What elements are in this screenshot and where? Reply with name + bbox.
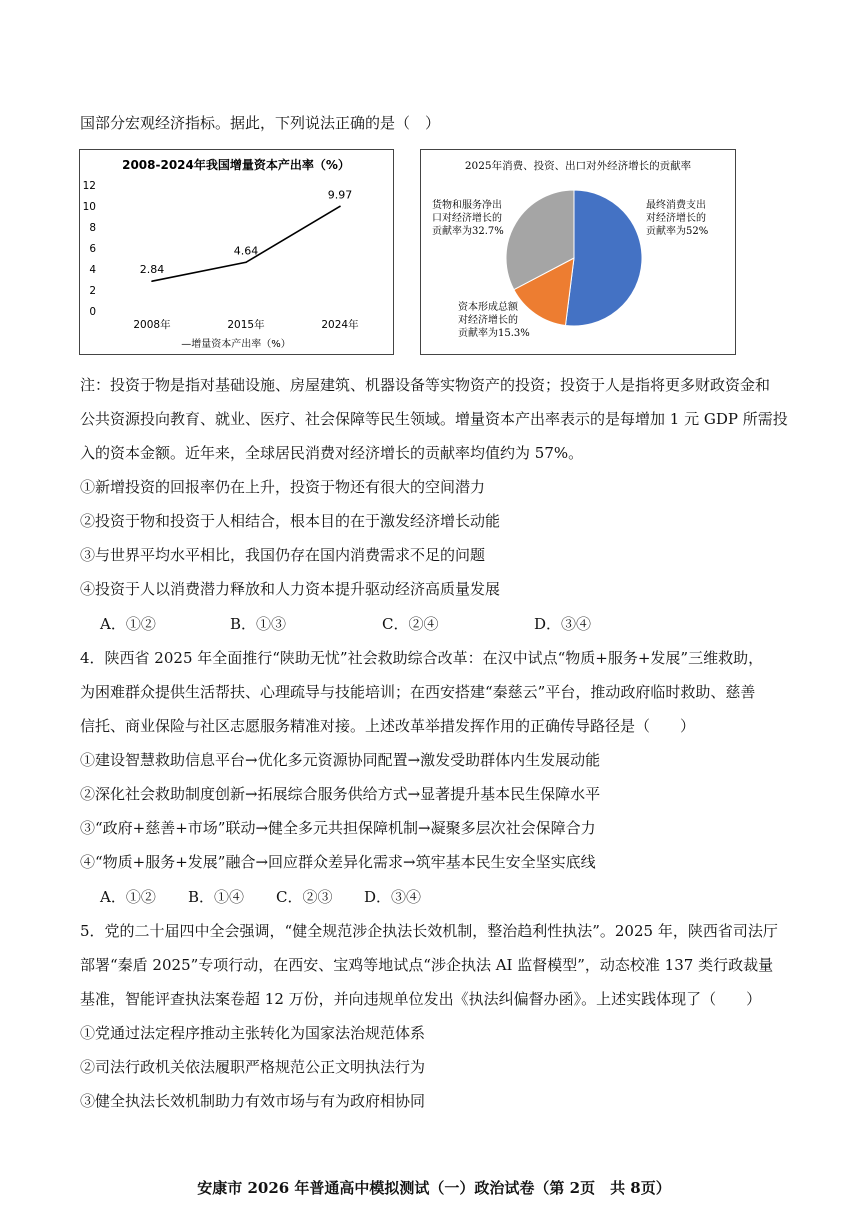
q4-item-4: ④“物质+服务+发展”融合→回应群众差异化需求→筑牢基本民生安全坚实底线	[80, 853, 596, 871]
pie-slice-label: 对经济增长的	[458, 315, 518, 326]
q3-option-b[interactable]: B．①③	[230, 615, 287, 633]
note-line-3: 入的资本金额。近年来，全球居民消费对经济增长的贡献率均值约为 57%。	[80, 444, 584, 462]
q5-stem-1: 5．党的二十届四中全会强调，“健全规范涉企执法长效机制，整治趋利性执法”。2025 年，陕西省司法厅	[80, 922, 778, 940]
q4-options	[100, 887, 421, 907]
y-tick-label: 2	[89, 285, 96, 297]
q4-option-b[interactable]: B．①④	[188, 888, 245, 906]
page-footer: 安康市 2026 年普通高中模拟测试（一）政治试卷（第 2页 共 8页）	[197, 1179, 671, 1197]
x-tick-label: 2008年	[133, 319, 171, 331]
line-chart-panel	[79, 149, 394, 355]
q3-option-c[interactable]: C．②④	[382, 615, 439, 633]
q4-item-2: ②深化社会救助制度创新→拓展综合服务供给方式→显著提升基本民生保障水平	[80, 785, 601, 803]
pie-slice-label: 对经济增长的	[646, 213, 706, 224]
pie-chart-panel	[420, 149, 736, 355]
pie-slice-label: 贡献率为15.3%	[458, 328, 530, 339]
q3-item-4: ④投资于人以消费潜力释放和人力资本提升驱动经济高质量发展	[80, 580, 501, 598]
pie-slice	[565, 190, 642, 326]
q5-item-2: ②司法行政机关依法履职严格规范公正文明执法行为	[80, 1058, 426, 1076]
pie-slice-label: 货物和服务净出	[432, 200, 502, 211]
data-point	[151, 280, 153, 282]
q3-option-d[interactable]: D．③④	[534, 615, 592, 633]
pie-chart-title: 2025年消费、投资、出口对外经济增长的贡献率	[464, 160, 692, 172]
line-chart-title: 2008-2024年我国增量资本产出率（%）	[122, 158, 350, 172]
q3-item-3: ③与世界平均水平相比，我国仍存在国内消费需求不足的问题	[80, 546, 486, 564]
q3-item-2: ②投资于物和投资于人相结合，根本目的在于激发经济增长动能	[80, 512, 501, 530]
x-tick-label: 2024年	[321, 319, 359, 331]
q5-item-1: ①党通过法定程序推动主张转化为国家法治规范体系	[80, 1024, 426, 1042]
note-line-2: 公共资源投向教育、就业、医疗、社会保障等民生领域。增量资本产出率表示的是每增加 1 元 GDP 所需投	[80, 410, 788, 428]
note-line-1: 注：投资于物是指对基础设施、房屋建筑、机器设备等实物资产的投资；投资于人是指将更多财政资金和	[80, 376, 771, 394]
data-label: 9.97	[327, 188, 353, 202]
x-tick-label: 2015年	[227, 319, 265, 331]
pie-slice-label: 贡献率为32.7%	[432, 226, 504, 237]
y-tick-label: 4	[89, 264, 96, 276]
y-tick-label: 0	[89, 306, 96, 318]
data-label: 2.84	[139, 263, 165, 277]
data-point	[245, 261, 247, 263]
line-chart	[80, 150, 393, 354]
pie-slice-label: 最终消费支出	[646, 200, 706, 211]
pie-slice-label: 贡献率为52%	[646, 226, 709, 237]
y-tick-label: 10	[82, 201, 96, 213]
q4-item-3: ③“政府+慈善+市场”联动→健全多元共担保障机制→凝聚多层次社会保障合力	[80, 819, 596, 837]
q4-option-c[interactable]: C．②③	[276, 888, 333, 906]
q4-stem-2: 为困难群众提供生活帮扶、心理疏导与技能培训；在西安搭建“秦慈云”平台，推动政府临时救助、慈善	[80, 683, 756, 701]
q5-item-3: ③健全执法长效机制助力有效市场与有为政府相协同	[80, 1092, 426, 1110]
question-intro: 国部分宏观经济指标。据此，下列说法正确的是（ ）	[80, 114, 441, 132]
q5-stem-3: 基准，智能评查执法案卷超 12 万份，并向违规单位发出《执法纠偏督办函》。上述实践体现了（ ）	[80, 990, 762, 1008]
pie-slice-label: 口对经济增长的	[432, 213, 502, 224]
q5-stem-2: 部署“秦盾 2025”专项行动，在西安、宝鸡等地试点“涉企执法 AI 监督模型”，动态校准 137 类行政裁量	[80, 956, 774, 974]
q3-options	[100, 614, 591, 634]
y-tick-label: 12	[82, 180, 96, 192]
q4-item-1: ①建设智慧救助信息平台→优化多元资源协同配置→激发受助群体内生发展动能	[80, 751, 601, 769]
q3-option-a[interactable]: A．①②	[100, 615, 156, 633]
line-chart-legend: —增量资本产出率（%）	[181, 339, 291, 350]
q3-item-1: ①新增投资的回报率仍在上升，投资于物还有很大的空间潜力	[80, 478, 486, 496]
q4-stem-3: 信托、商业保险与社区志愿服务精准对接。上述改革举措发挥作用的正确传导路径是（ ）	[80, 717, 696, 735]
q4-option-a[interactable]: A．①②	[100, 888, 156, 906]
data-label: 4.64	[233, 244, 259, 258]
y-tick-label: 8	[89, 222, 96, 234]
data-point	[339, 206, 341, 208]
pie-chart	[421, 150, 735, 354]
pie-slice-label: 资本形成总额	[458, 302, 518, 313]
y-tick-label: 6	[89, 243, 96, 255]
q4-option-d[interactable]: D．③④	[364, 888, 422, 906]
q4-stem-1: 4．陕西省 2025 年全面推行“陕助无忧”社会救助综合改革：在汉中试点“物质+服务+发展”三维救助，	[80, 649, 764, 667]
